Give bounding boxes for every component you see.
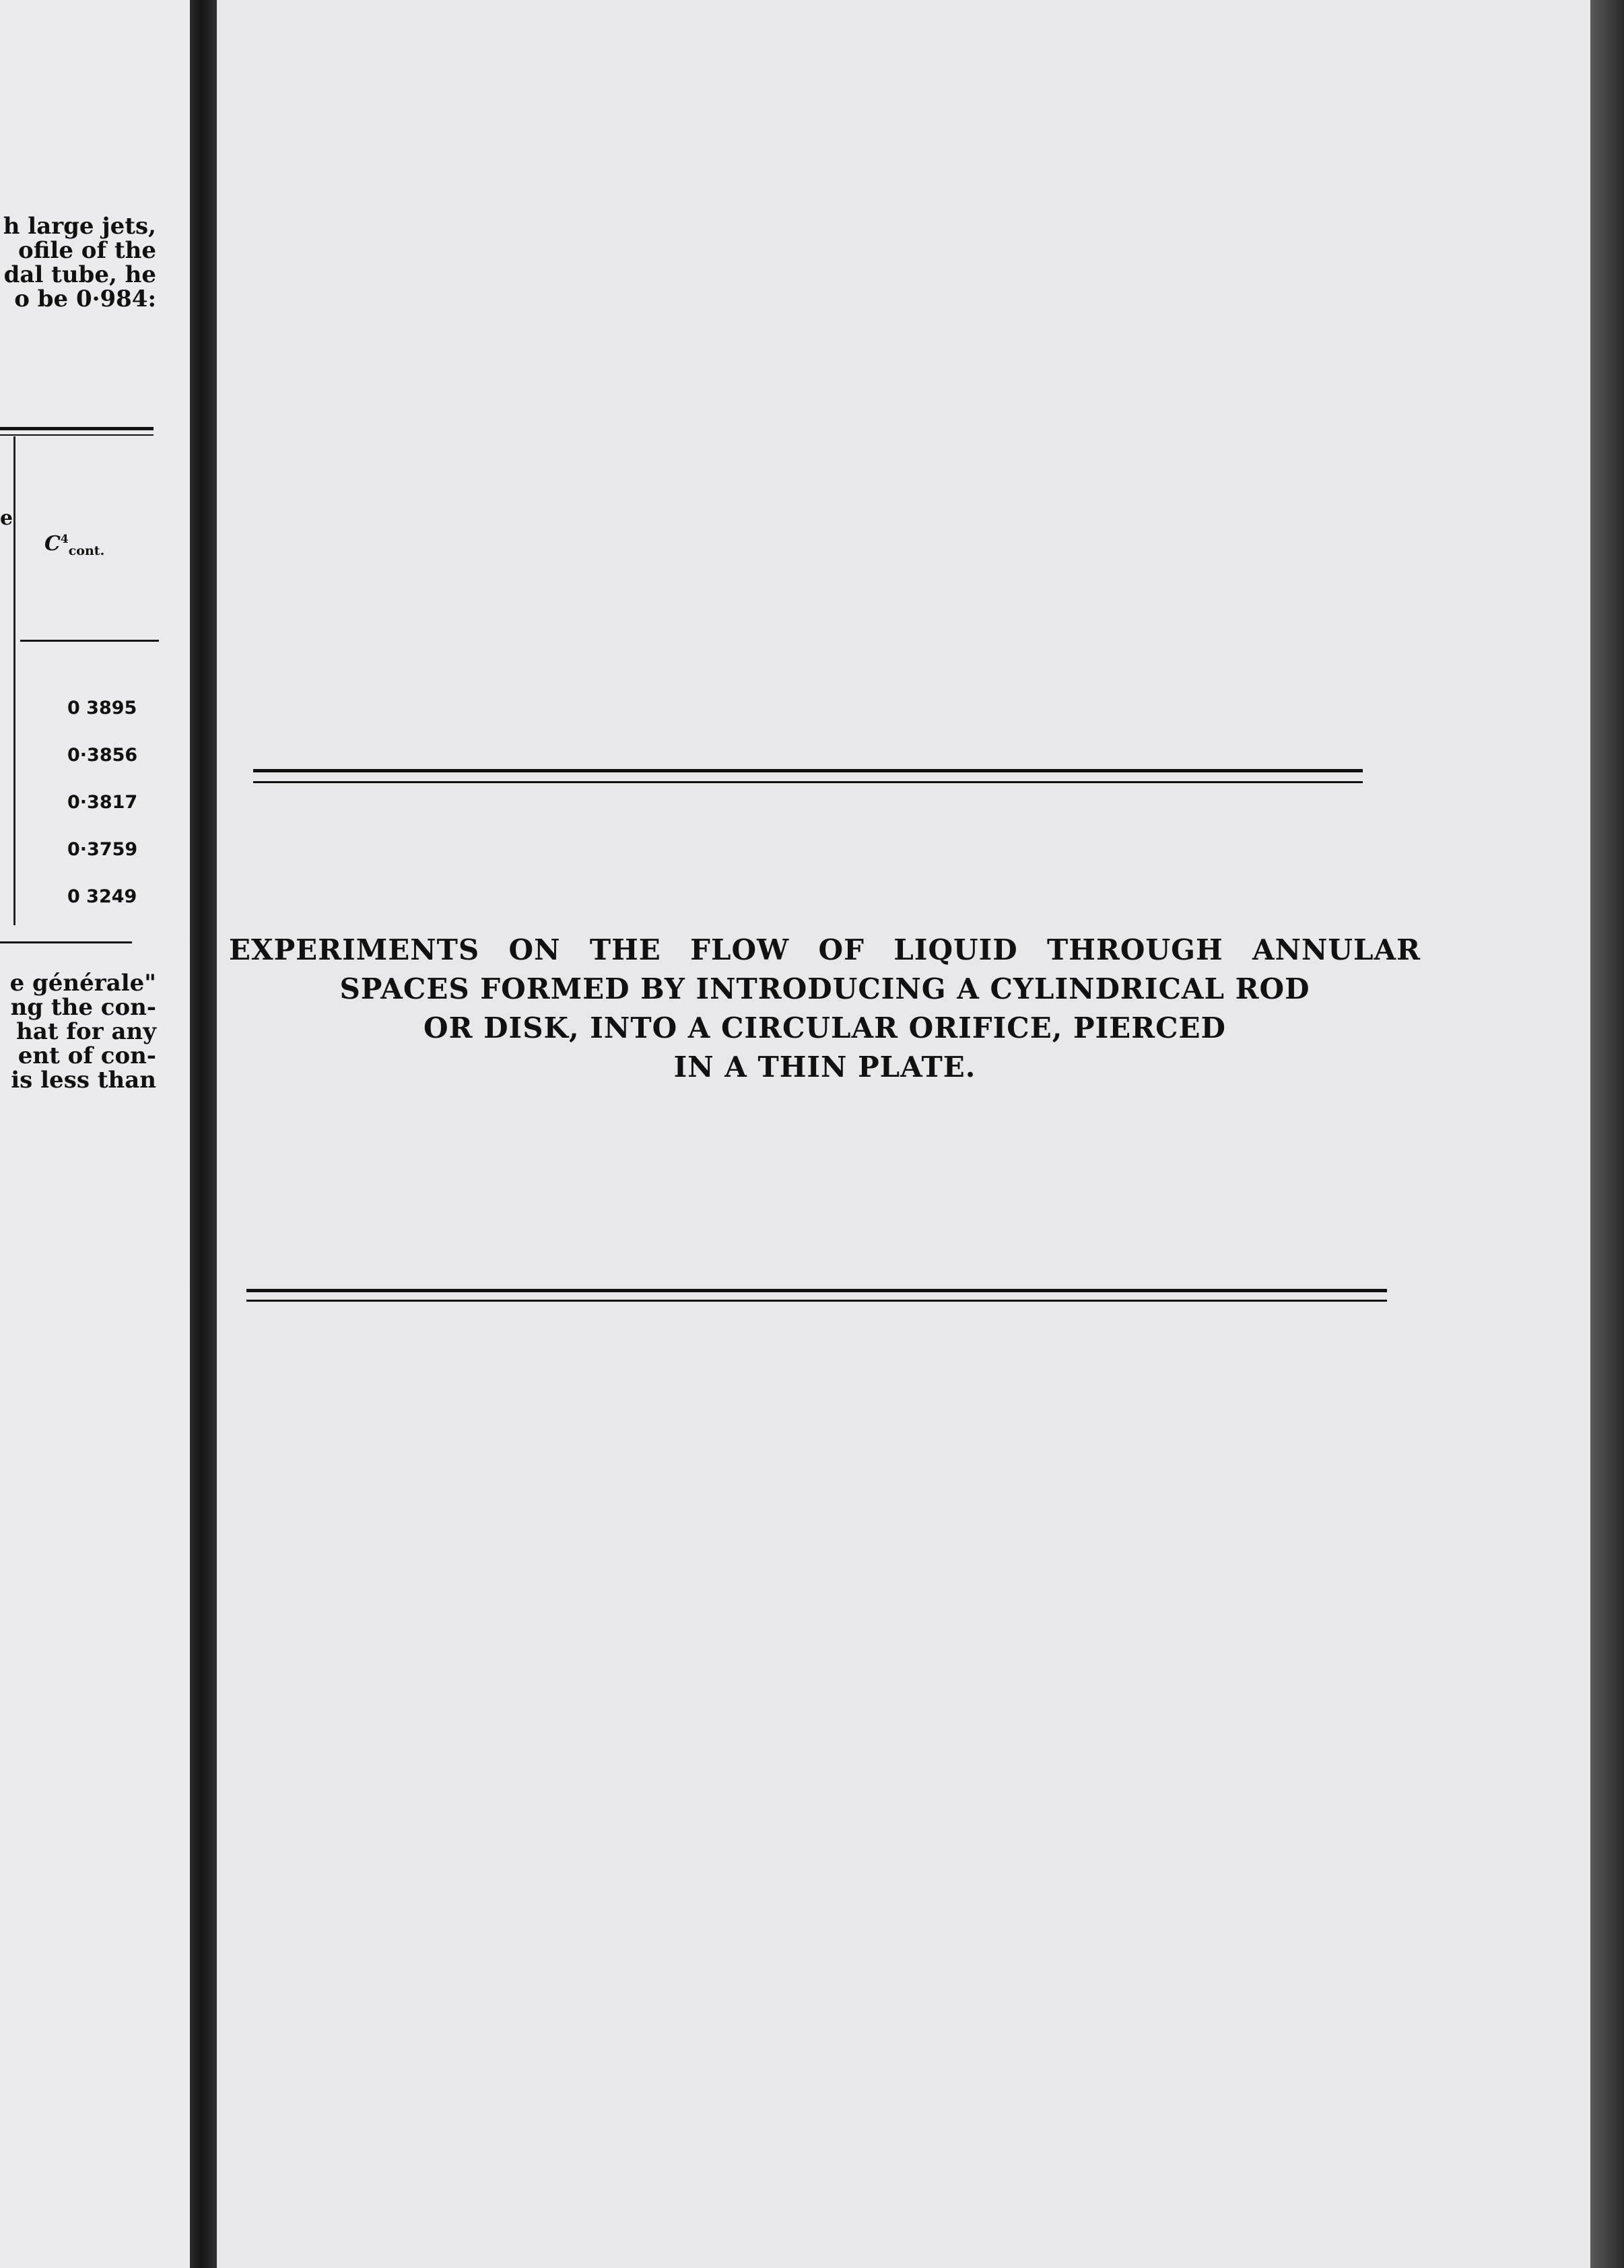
table-column-header: $C^4_{cont.}$ [44,532,105,558]
previous-page-bottom-paragraph [0,971,156,1092]
text-line: ent of con- [18,1042,156,1069]
table-top-rule-thin [0,434,154,436]
title-page [217,0,1590,2268]
page-edge [1590,0,1624,2268]
text-line: hat for any [16,1018,156,1045]
section-title [229,931,1421,1087]
text-line: dal tube, he [3,261,156,288]
text-line: o be 0·984: [14,286,156,312]
text-line: ng the con- [10,994,156,1021]
title-line: IN A THIN PLATE. [673,1050,976,1083]
text-line: is less than [11,1067,156,1094]
table-bottom-rule [0,941,132,943]
title-line: SPACES FORMED BY INTRODUCING A CYLINDRICAL ROD [339,972,1310,1005]
upper-double-rule-thin [253,781,1363,783]
table-cell: 0 3249 [67,886,137,907]
title-line: EXPERIMENTS ON THE FLOW OF LIQUID THROUGH ANNULAR [229,933,1421,966]
lower-double-rule-thin [246,1300,1387,1302]
table-header-rule [20,640,159,642]
table-column-divider [13,436,15,925]
book-gutter [190,0,217,2268]
title-line: OR DISK, INTO A CIRCULAR ORIFICE, PIERCED [424,1011,1226,1044]
upper-double-rule-thick [253,769,1363,772]
table-top-rule [0,427,154,430]
text-line: e générale" [9,970,156,997]
text-line: ofile of the [18,237,156,264]
lower-double-rule-thick [246,1289,1387,1292]
previous-page-strip [0,0,190,2268]
table-cell: 0 3895 [67,698,137,719]
previous-page-top-paragraph [0,214,156,311]
text-line: h large jets, [3,213,156,240]
table-cell: 0·3817 [67,792,138,813]
cut-column-header: e [0,506,13,530]
table-cell: 0·3759 [67,839,138,860]
table-cell: 0·3856 [67,745,138,766]
